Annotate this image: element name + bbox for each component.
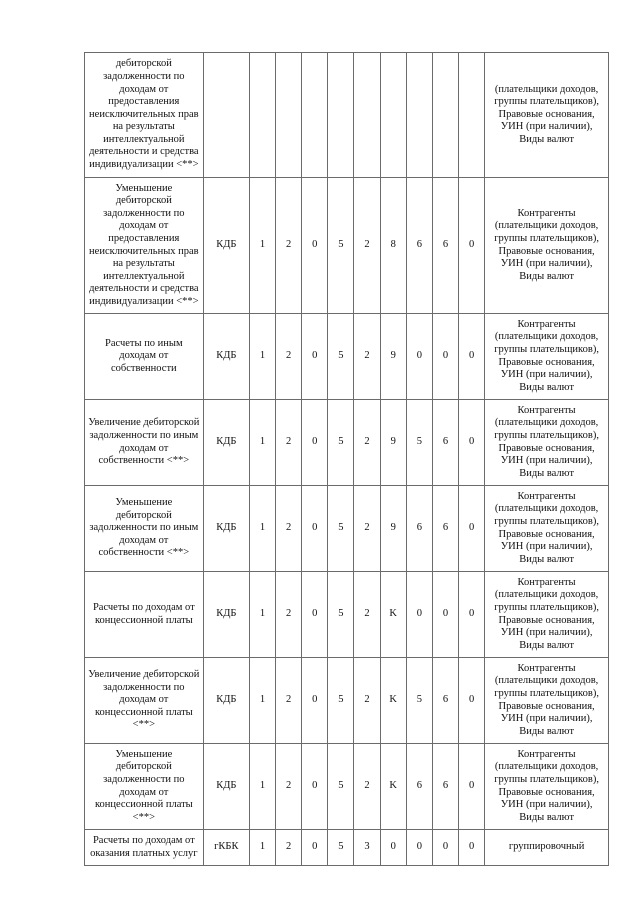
code-digit-cell: 2 — [354, 400, 380, 486]
code-type-cell: КДБ — [203, 178, 249, 314]
code-digit-cell: 2 — [276, 314, 302, 400]
account-name-cell: Увеличение дебиторской задолженности по иным доходам от собственности <**> — [85, 400, 204, 486]
code-digit-cell: 2 — [276, 830, 302, 866]
analytics-cell: (плательщики доходов, группы плательщиков), Правовые основания, УИН (при наличии), Виды валют — [485, 53, 609, 178]
code-digit-cell: 0 — [459, 658, 485, 744]
code-digit-cell — [432, 53, 458, 178]
code-digit-cell: 0 — [432, 314, 458, 400]
code-digit-cell: 0 — [432, 830, 458, 866]
code-digit-cell: 5 — [328, 744, 354, 830]
code-digit-cell: 5 — [328, 400, 354, 486]
code-digit-cell: 2 — [354, 178, 380, 314]
code-digit-cell: 2 — [354, 744, 380, 830]
code-digit-cell: 0 — [302, 744, 328, 830]
accounts-table — [84, 52, 609, 866]
code-digit-cell: 6 — [406, 744, 432, 830]
table-row — [85, 178, 609, 314]
account-name-cell: Расчеты по доходам от концессионной платы — [85, 572, 204, 658]
accounts-table-body — [85, 53, 609, 866]
account-name-cell: дебиторской задолженности по доходам от предоставления неисключительных прав на результаты интеллектуальной деятельности и средства индивидуализации <**> — [85, 53, 204, 178]
code-type-cell: КДБ — [203, 486, 249, 572]
code-digit-cell: 9 — [380, 486, 406, 572]
code-type-cell: КДБ — [203, 314, 249, 400]
code-digit-cell: 0 — [459, 400, 485, 486]
code-digit-cell: 6 — [406, 486, 432, 572]
code-digit-cell: 0 — [406, 830, 432, 866]
code-digit-cell: 9 — [380, 314, 406, 400]
code-digit-cell — [459, 53, 485, 178]
code-digit-cell: 1 — [249, 572, 275, 658]
code-digit-cell: 1 — [249, 830, 275, 866]
code-digit-cell — [328, 53, 354, 178]
code-digit-cell: 6 — [432, 178, 458, 314]
analytics-cell: Контрагенты (плательщики доходов, группы плательщиков), Правовые основания, УИН (при наличии), Виды валют — [485, 572, 609, 658]
code-digit-cell: 0 — [459, 572, 485, 658]
code-digit-cell — [276, 53, 302, 178]
code-digit-cell: 0 — [302, 486, 328, 572]
code-digit-cell: 0 — [459, 178, 485, 314]
code-digit-cell: 6 — [406, 178, 432, 314]
analytics-cell: Контрагенты (плательщики доходов, группы плательщиков), Правовые основания, УИН (при наличии), Виды валют — [485, 314, 609, 400]
code-digit-cell: 0 — [459, 486, 485, 572]
code-type-cell — [203, 53, 249, 178]
code-digit-cell: 5 — [328, 572, 354, 658]
code-digit-cell: 1 — [249, 744, 275, 830]
code-digit-cell: 6 — [432, 744, 458, 830]
table-row — [85, 744, 609, 830]
code-digit-cell: 2 — [276, 572, 302, 658]
code-type-cell: КДБ — [203, 400, 249, 486]
analytics-cell: Контрагенты (плательщики доходов, группы плательщиков), Правовые основания, УИН (при наличии), Виды валют — [485, 658, 609, 744]
code-type-cell: КДБ — [203, 572, 249, 658]
analytics-cell: группировочный — [485, 830, 609, 866]
code-type-cell: гКБК — [203, 830, 249, 866]
code-digit-cell — [354, 53, 380, 178]
analytics-cell: Контрагенты (плательщики доходов, группы плательщиков), Правовые основания, УИН (при наличии), Виды валют — [485, 400, 609, 486]
code-digit-cell: 6 — [432, 400, 458, 486]
table-row — [85, 658, 609, 744]
code-type-cell: КДБ — [203, 658, 249, 744]
code-digit-cell — [302, 53, 328, 178]
code-digit-cell: 2 — [354, 314, 380, 400]
code-digit-cell: 5 — [328, 830, 354, 866]
analytics-cell: Контрагенты (плательщики доходов, группы плательщиков), Правовые основания, УИН (при наличии), Виды валют — [485, 486, 609, 572]
code-digit-cell: 0 — [302, 658, 328, 744]
code-digit-cell: 5 — [328, 178, 354, 314]
code-digit-cell: 0 — [380, 830, 406, 866]
code-digit-cell: 0 — [459, 744, 485, 830]
code-digit-cell: 0 — [302, 178, 328, 314]
code-digit-cell: 1 — [249, 178, 275, 314]
code-digit-cell: 2 — [276, 400, 302, 486]
code-digit-cell: 5 — [406, 658, 432, 744]
code-type-cell: КДБ — [203, 744, 249, 830]
account-name-cell: Расчеты по доходам от оказания платных услуг — [85, 830, 204, 866]
code-digit-cell: 0 — [302, 572, 328, 658]
code-digit-cell: 2 — [276, 178, 302, 314]
code-digit-cell: 0 — [302, 830, 328, 866]
table-row — [85, 830, 609, 866]
code-digit-cell: 0 — [302, 314, 328, 400]
code-digit-cell: 9 — [380, 400, 406, 486]
code-digit-cell: 6 — [432, 658, 458, 744]
code-digit-cell: 2 — [276, 658, 302, 744]
code-digit-cell: K — [380, 572, 406, 658]
code-digit-cell: K — [380, 744, 406, 830]
table-row — [85, 314, 609, 400]
code-digit-cell: 0 — [302, 400, 328, 486]
account-name-cell: Уменьшение дебиторской задолженности по иным доходам от собственности <**> — [85, 486, 204, 572]
code-digit-cell: 0 — [406, 572, 432, 658]
table-row — [85, 53, 609, 178]
code-digit-cell: 5 — [328, 658, 354, 744]
table-row — [85, 486, 609, 572]
account-name-cell: Расчеты по иным доходам от собственности — [85, 314, 204, 400]
code-digit-cell: K — [380, 658, 406, 744]
code-digit-cell: 2 — [276, 486, 302, 572]
code-digit-cell: 1 — [249, 658, 275, 744]
code-digit-cell — [249, 53, 275, 178]
code-digit-cell: 0 — [406, 314, 432, 400]
code-digit-cell: 3 — [354, 830, 380, 866]
account-name-cell: Уменьшение дебиторской задолженности по доходам от концессионной платы <**> — [85, 744, 204, 830]
table-row — [85, 400, 609, 486]
analytics-cell: Контрагенты (плательщики доходов, группы плательщиков), Правовые основания, УИН (при наличии), Виды валют — [485, 744, 609, 830]
code-digit-cell: 0 — [459, 830, 485, 866]
code-digit-cell: 5 — [328, 314, 354, 400]
code-digit-cell: 1 — [249, 400, 275, 486]
code-digit-cell: 6 — [432, 486, 458, 572]
code-digit-cell: 2 — [354, 486, 380, 572]
code-digit-cell: 2 — [354, 658, 380, 744]
code-digit-cell: 5 — [328, 486, 354, 572]
code-digit-cell: 8 — [380, 178, 406, 314]
code-digit-cell: 0 — [432, 572, 458, 658]
code-digit-cell: 2 — [354, 572, 380, 658]
code-digit-cell: 5 — [406, 400, 432, 486]
account-name-cell: Уменьшение дебиторской задолженности по доходам от предоставления неисключительных прав на результаты интеллектуальной деятельности и средства индивидуализации <**> — [85, 178, 204, 314]
code-digit-cell: 1 — [249, 314, 275, 400]
code-digit-cell: 2 — [276, 744, 302, 830]
code-digit-cell: 1 — [249, 486, 275, 572]
code-digit-cell: 0 — [459, 314, 485, 400]
code-digit-cell — [380, 53, 406, 178]
account-name-cell: Увеличение дебиторской задолженности по доходам от концессионной платы <**> — [85, 658, 204, 744]
table-row — [85, 572, 609, 658]
code-digit-cell — [406, 53, 432, 178]
analytics-cell: Контрагенты (плательщики доходов, группы плательщиков), Правовые основания, УИН (при наличии), Виды валют — [485, 178, 609, 314]
